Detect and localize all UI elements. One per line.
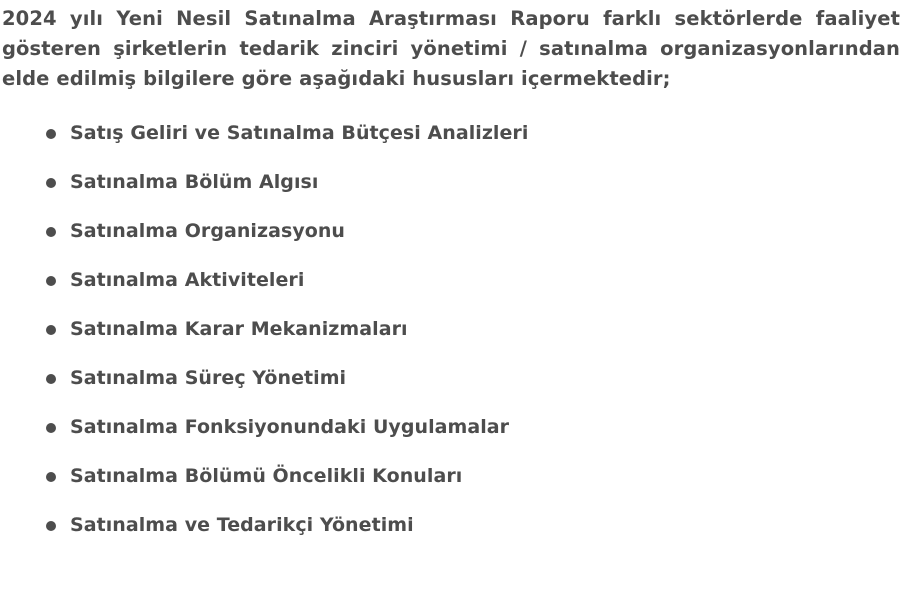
list-item <box>46 206 904 255</box>
list-item-label: Satınalma Organizasyonu <box>70 219 346 242</box>
list-item-label: Satınalma Aktiviteleri <box>70 268 305 291</box>
bullet-dot-icon <box>46 276 56 286</box>
bullet-dot-icon <box>46 423 56 433</box>
list-item <box>46 402 904 451</box>
list-item-label: Satınalma Süreç Yönetimi <box>70 366 347 389</box>
list-item-label: Satış Geliri ve Satınalma Bütçesi Analizleri <box>70 121 529 144</box>
bullet-dot-icon <box>46 521 56 531</box>
list-item <box>46 304 904 353</box>
list-item <box>46 353 904 402</box>
list-item <box>46 500 904 549</box>
bullet-dot-icon <box>46 178 56 188</box>
list-item-label: Satınalma Fonksiyonundaki Uygulamalar <box>70 415 510 438</box>
list-item-label: Satınalma Karar Mekanizmaları <box>70 317 408 340</box>
topics-list <box>0 108 904 549</box>
bullet-dot-icon <box>46 325 56 335</box>
list-item <box>46 108 904 157</box>
list-item <box>46 157 904 206</box>
bullet-dot-icon <box>46 472 56 482</box>
bullet-dot-icon <box>46 129 56 139</box>
list-item <box>46 451 904 500</box>
list-item-label: Satınalma ve Tedarikçi Yönetimi <box>70 513 414 536</box>
list-item-label: Satınalma Bölüm Algısı <box>70 170 319 193</box>
list-item <box>46 255 904 304</box>
list-item-label: Satınalma Bölümü Öncelikli Konuları <box>70 464 463 487</box>
bullet-dot-icon <box>46 227 56 237</box>
bullet-dot-icon <box>46 374 56 384</box>
intro-paragraph: 2024 yılı Yeni Nesil Satınalma Araştırması Raporu farklı sektörlerde faaliyet gösteren şirketlerin tedarik zinciri yönetimi / satınalma organizasyonlarından elde edilmiş bilgilere göre aşağıdaki hususları içermektedir; <box>2 7 900 90</box>
